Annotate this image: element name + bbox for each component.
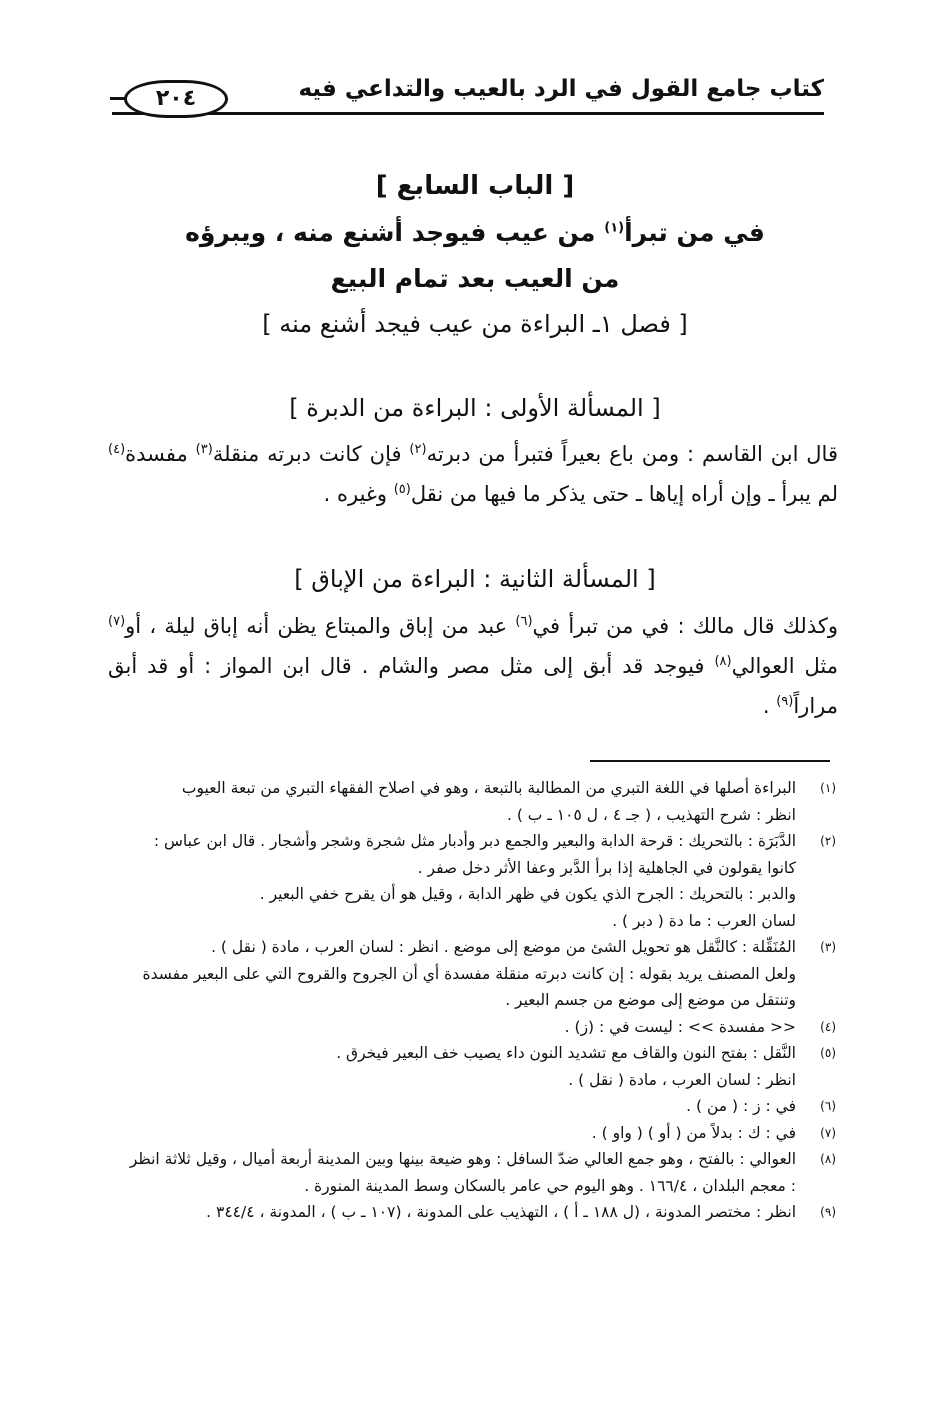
text-run: عبد من إباق والمبتاع يظن أنه إباق ليلة ، أو [125,614,516,638]
footnote-separator [590,760,830,762]
footnote-line: انظر : شرح التهذيب ، ( جـ ٤ ، ل ١٠٥ ـ ب ) . [506,805,796,824]
footnote-ref: (٩) [776,694,794,709]
footnote-line: : معجم البلدان ، ١٦٦/٤ . وهو اليوم حي عامر بالسكان وسط المدينة المنورة . [304,1176,796,1195]
text-run: فيوجد قد أبق إلى مثل مصر والشام . قال ابن المواز : أو قد أبق مراراً [108,654,838,718]
text-run: فإن كانت دبرته منقلة [212,442,410,466]
footnote-ref: (٧) [108,614,126,629]
footnote-line: المُنَقِّلة : كالنَّقل هو تحويل الشئ من موضع إلى موضع . انظر : لسان العرب ، مادة ( نقل ) . [211,938,796,956]
footnote-line: ولعل المصنف يريد بقوله : إن كانت دبرته منقلة مفسدة أي أن الجروح والقروح التي على البعير مفسدة [142,964,796,983]
footnote-3 [100,934,836,1014]
running-header [112,72,824,116]
text-run: وغيره . [323,482,394,506]
footnote-line: انظر : لسان العرب ، مادة ( نقل ) . [568,1070,796,1089]
text-run: قال ابن القاسم : ومن باع بعيراً فتبرأ من دبرته [426,442,838,466]
footnote-number: (٩) [820,1205,836,1219]
footnote-2 [100,828,836,934]
section-heading: [ فصل ١ـ البراءة من عيب فيجد أشنع منه ] [262,310,688,338]
footnote-line: الدَّبَرَة : بالتحريك : قرحة الدابة والبعير والجمع دبر وأدبار مثل شجرة وشجر وأشجار . قال ابن عباس : [153,832,796,850]
footnote-4 [100,1014,836,1041]
footnote-number: (٤) [820,1019,836,1034]
footnote-line: البراءة أصلها في اللغة التبري من المطالبة بالتبعة ، وهو في اصلاح الفقهاء التبري من تبعة العيوب [181,779,796,797]
footnote-line: النَّقل : بفتح النون والقاف مع تشديد النون داء يصيب خف البعير فيخرق . [336,1044,796,1062]
footnote-ref: (٢) [409,442,427,457]
header-rule [112,112,824,115]
chapter-heading: [ الباب السابع ] [375,171,575,201]
footnote-ref: (٦) [515,614,533,629]
footnote-ref: (٥) [393,482,411,497]
footnote-line: والدبر : بالتحريك : الجرح الذي يكون في ظهر الدابة ، وقيل هو أن يقرح خفي البعير . [259,885,796,903]
footnote-ref: (٤) [108,442,126,457]
footnote-ref: (٨) [714,654,732,669]
footnote-line: في : ز : ( من ) . [686,1097,796,1115]
footnotes [100,775,836,1226]
text-run: مثل العوالي [731,654,838,678]
footnote-line: لسان العرب : ما دة ( دبر ) . [612,911,796,930]
footnote-5 [100,1040,836,1093]
footnote-6 [100,1093,836,1120]
footnote-number: (١) [820,781,836,795]
text-run: مفسدة [125,442,196,466]
subtitle-text-a: في من تبرأ [624,218,765,247]
issue-2-heading: [ المسألة الثانية : البراءة من الإباق ] [294,565,656,593]
footnote-ref: (٣) [195,442,213,457]
footnote-number: (٨) [820,1152,836,1166]
footnote-line: في : ك : بدلاً من ( أو ) ( واو ) . [591,1123,796,1142]
chapter-subtitle-line-2: من العيب بعد تمام البيع [330,264,620,293]
text-run: . [762,694,777,718]
footnote-7 [100,1120,836,1147]
issue-1-paragraph [108,434,838,514]
footnote-line: انظر : مختصر المدونة ، (ل ١٨٨ ـ أ ) ، التهذيب على المدونة ، (١٠٧ ـ ب ) ، المدونة ، ٣٤٤/٤ . [206,1203,796,1221]
text-run: وكذلك قال مالك : في من تبرأ في [532,614,838,638]
footnote-ref: (١) [604,220,625,236]
footnote-line: كانوا يقولون في الجاهلية إذا برأ الدَّبر وعفا الأثر دخل صفر . [417,858,796,877]
text-run: لم يبرأ ـ وإن أراه إياها ـ حتى يذكر ما فيها من نقل [410,482,838,506]
issue-1-heading: [ المسألة الأولى : البراءة من الدبرة ] [289,394,661,422]
subtitle-text-b: من عيب فيوجد أشنع منه ، ويبرؤه [185,218,605,247]
footnote-number: (٥) [820,1046,836,1060]
chapter-subtitle-line-1 [60,218,890,247]
footnote-1 [100,775,836,828]
book-title: كتاب جامع القول في الرد بالعيب والتداعي فيه [298,76,824,102]
issue-2-paragraph [108,606,838,726]
footnote-number: (٣) [820,940,836,954]
footnote-number: (٧) [820,1125,836,1140]
footnote-number: (٦) [820,1099,836,1113]
footnote-8 [100,1146,836,1199]
footnote-number: (٢) [820,834,836,848]
footnote-line: وتنتقل من موضع إلى موضع من جسم البعير . [505,991,796,1009]
footnote-line: << مفسدة >> : ليست في : (ز) . [564,1017,796,1036]
page-number: ٢٠٤ [124,80,228,118]
footnote-line: العوالي : بالفتح ، وهو جمع العالي ضدّ السافل : وهو ضيعة بينها وبين المدينة أربعة أميال ، وقيل ثلاثة انظر [129,1150,796,1168]
footnote-9 [100,1199,836,1226]
